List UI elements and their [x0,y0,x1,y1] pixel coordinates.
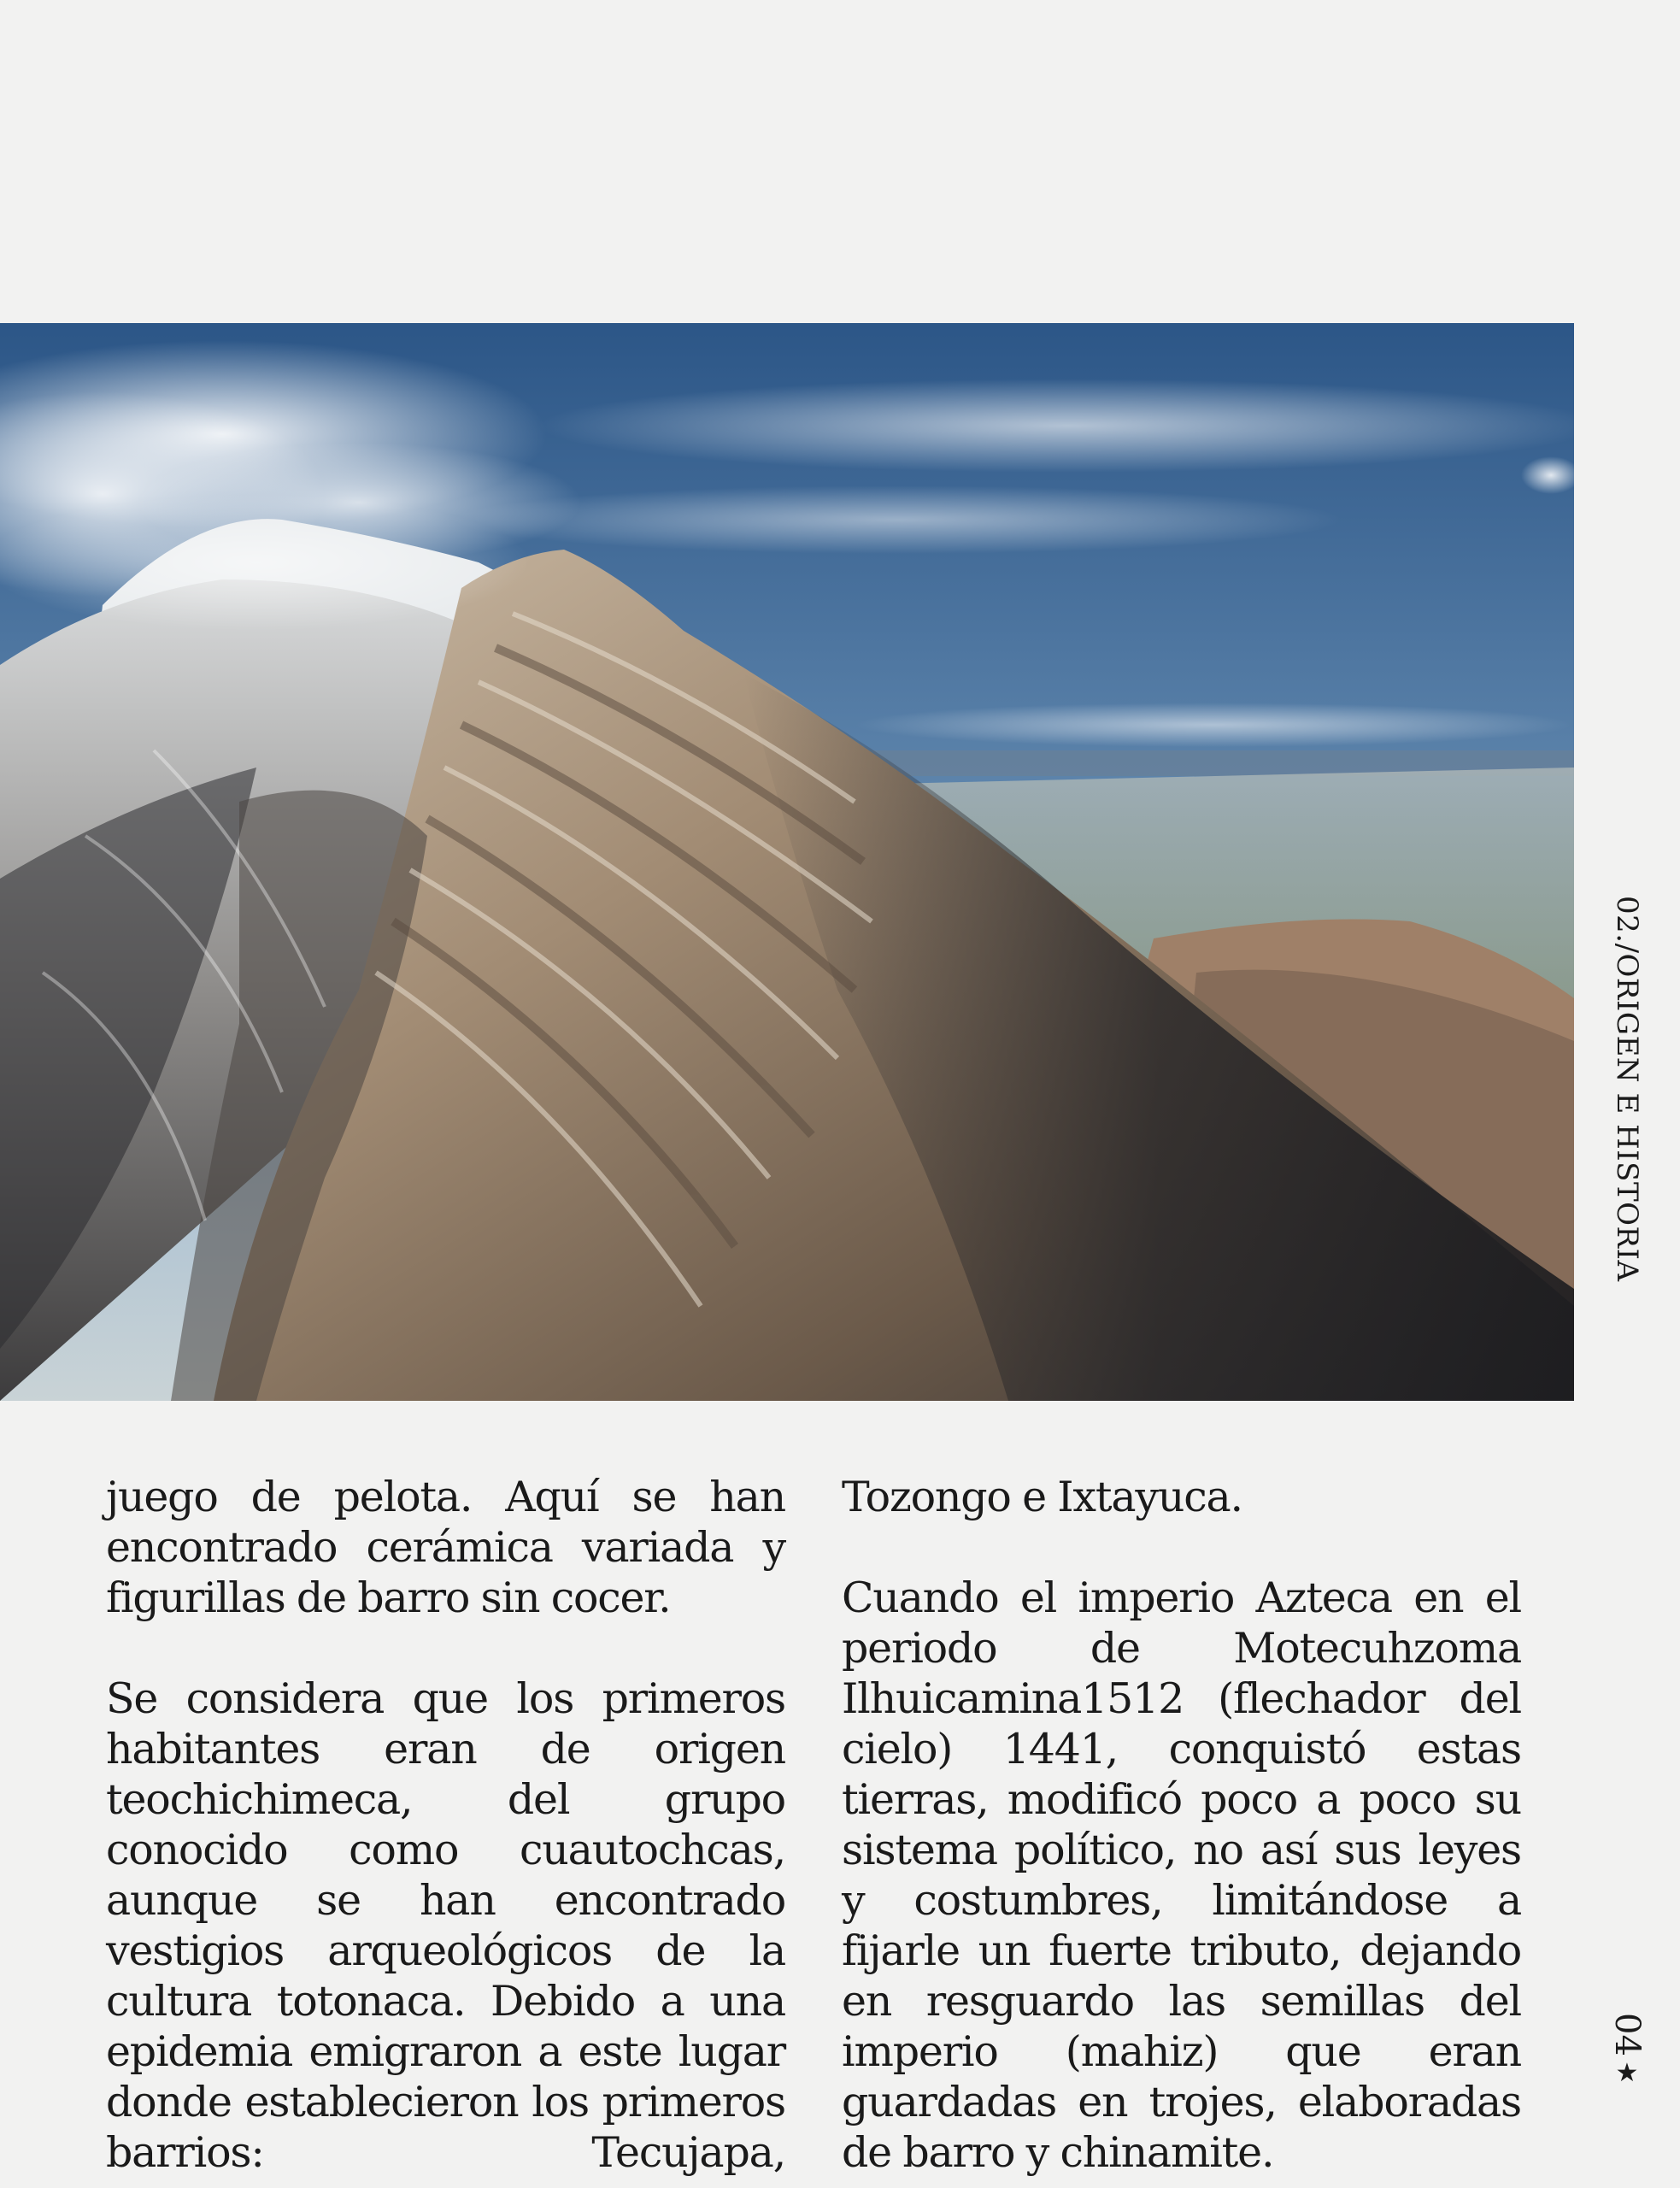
star-icon: ★ [1615,2058,1639,2088]
page-number-text: 04 [1607,2013,1647,2056]
mountain-photo-illustration [0,323,1574,1401]
body-paragraph: juego de pelota. Aquí se han encontrado cerámica variada y figurillas de barro sin cocer. [106,1473,785,1622]
body-paragraph: Cuando el imperio Azteca en el periodo de Motecuhzoma Ilhuicamina1512 (flechador del cielo) 1441, conquistó estas tierras, modificó poco a poco su sistema político, no así sus leyes y costumbres, limitándose a fijarle un fuerte tributo, dejando en resguardo las semillas del imperio (mahiz) que eran guardadas en trojes, elaboradas de barro y chinamite. [842,1573,1521,2177]
section-label-text: 02./ORIGEN E HISTORIA [1610,896,1644,1282]
body-paragraph: Se considera que los primeros habitantes eran de origen teochichimeca, del grupo conocido como cuautochcas, aunque se han encontrado vestigios arqueológicos de la cultura totonaca. Debido a una epidemia emigraron a este lugar donde establecieron los primeros barrios: Tecujapa, [106,1674,785,2177]
mountain-photo [0,323,1574,1401]
body-text-right-column [842,1472,1521,2178]
body-paragraph: Tozongo e Ixtayuca. [842,1473,1242,1521]
page-number [1574,2013,1680,2090]
body-text-left-column [106,1472,785,2178]
section-label [1574,896,1680,1409]
